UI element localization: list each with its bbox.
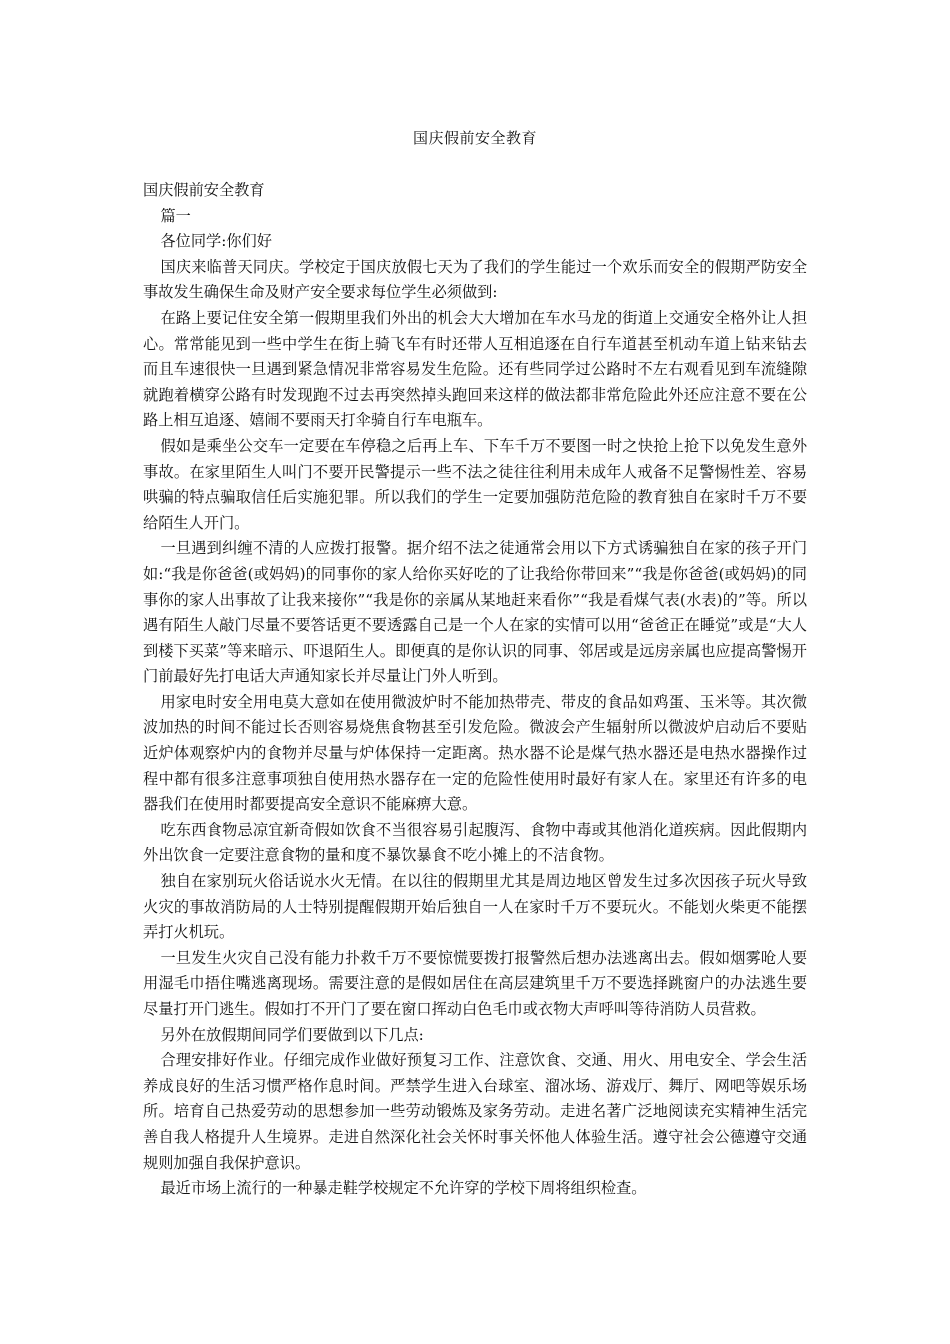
paragraph: 假如是乘坐公交车一定要在车停稳之后再上车、下车千万不要图一时之快抢上抢下以免发生意外事故。在家里陌生人叫门不要开民警提示一些不法之徒往往利用未成年人戒备不足警惕性差、容易哄骗的特点骗取信任后实施犯罪。所以我们的学生一定要加强防范危险的教育独自在家时千万不要给陌生人开门。 [143,436,807,532]
paragraph: 独自在家别玩火俗话说水火无情。在以往的假期里尤其是周边地区曾发生过多次因孩子玩火导致火灾的事故消防局的人士特别提醒假期开始后独自一人在家时千万不要玩火。不能划火柴更不能摆弄打火机玩。 [143,872,807,942]
paragraph: 用家电时安全用电莫大意如在使用微波炉时不能加热带壳、带皮的食品如鸡蛋、玉米等。其次微波加热的时间不能过长否则容易烧焦食物甚至引发危险。微波会产生辐射所以微波炉启动后不要贴近炉体观察炉内的食物并尽量与炉体保持一定距离。热水器不论是煤气热水器还是电热水器操作过程中都有很多注意事项独自使用热水器存在一定的危险性使用时最好有家人在。家里还有许多的电器我们在使用时都要提高安全意识不能麻痹大意。 [143,692,807,814]
paragraph: 国庆来临普天同庆。学校定于国庆放假七天为了我们的学生能过一个欢乐而安全的假期严防安全事故发生确保生命及财产安全要求每位学生必须做到: [143,257,807,302]
paragraph: 另外在放假期间同学们要做到以下几点: [160,1025,424,1044]
paragraph: 在路上要记住安全第一假期里我们外出的机会大大增加在车水马龙的街道上交通安全格外让人担心。常常能见到一些中学生在街上骑飞车有时还带人互相追逐在自行车道甚至机动车道上钻来钻去而且车速很快一旦遇到紧急情况非常容易发生危险。还有些同学过公路时不左右观看见到车流缝隙就跑着横穿公路有时发现跑不过去再突然掉头跑回来这样的做法都非常危险此外还应注意不要在公路上相互追逐、嬉闹不要雨天打伞骑自行车电瓶车。 [143,308,807,430]
paragraph: 一旦遇到纠缠不清的人应拨打报警。据介绍不法之徒通常会用以下方式诱骗独自在家的孩子开门如:“我是你爸爸(或妈妈)的同事你的家人给你买好吃的了让我给你带回来”“我是你爸爸(或妈妈)的同事你的家人出事故了让我来接你”“我是你的亲属从某地赶来看你”“我是看煤气表(水表)的”等。所以遇有陌生人敲门尽量不要答话更不要透露自己是一个人在家的实情可以用“爸爸正在睡觉”或是“大人到楼下买菜”等来暗示、吓退陌生人。即便真的是你认识的同事、邻居或是远房亲属也应提高警惕开门前最好先打电话大声通知家长并尽量让门外人听到。 [143,539,807,686]
section-heading: 国庆假前安全教育 [143,181,265,199]
paragraph: 篇一 [160,206,191,225]
document-body [143,178,807,1202]
document-title: 国庆假前安全教育 [412,129,537,147]
paragraph: 各位同学:你们好 [160,232,272,251]
paragraph: 吃东西食物忌凉宜新奇假如饮食不当很容易引起腹泻、食物中毒或其他消化道疾病。因此假期内外出饮食一定要注意食物的量和度不暴饮暴食不吃小摊上的不洁食物。 [143,820,807,865]
paragraph: 一旦发生火灾自己没有能力扑救千万不要惊慌要拨打报警然后想办法逃离出去。假如烟雾呛人要用湿毛巾捂住嘴逃离现场。需要注意的是假如居住在高层建筑里千万不要选择跳窗户的办法逃生要尽量打开门逃生。假如打不开门了要在窗口挥动白色毛巾或衣物大声呼叫等待消防人员营救。 [143,948,807,1018]
paragraph: 最近市场上流行的一种暴走鞋学校规定不允许穿的学校下周将组织检查。 [160,1179,647,1198]
paragraph: 合理安排好作业。仔细完成作业做好预复习工作、注意饮食、交通、用火、用电安全、学会生活养成良好的生活习惯严格作息时间。严禁学生进入台球室、溜冰场、游戏厅、舞厅、网吧等娱乐场所。培育自己热爱劳动的思想参加一些劳动锻炼及家务劳动。走进名著广泛地阅读充实精神生活完善自我人格提升人生境界。走进自然深化社会关怀时事关怀他人体验生活。遵守社会公德遵守交通规则加强自我保护意识。 [143,1051,807,1172]
